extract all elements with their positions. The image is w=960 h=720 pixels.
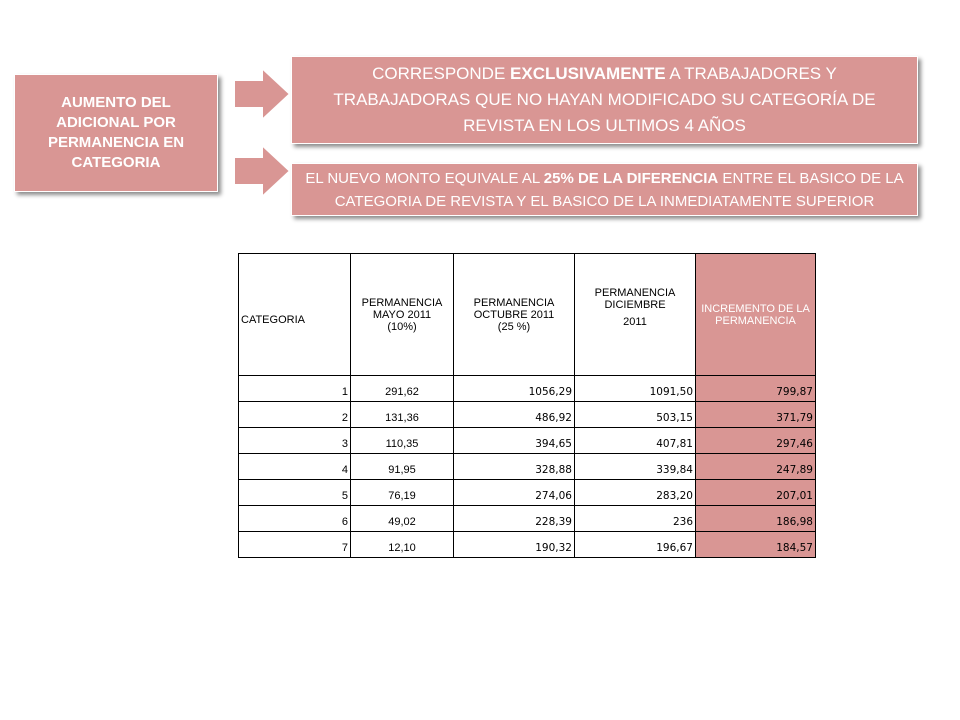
cell-mayo: 12,10 [351, 532, 454, 558]
header-octubre [454, 254, 575, 376]
amount-box [291, 163, 918, 216]
cell-diciembre: 407,81 [575, 428, 696, 454]
header-categoria: CATEGORIA [239, 254, 351, 376]
cell-octubre: 190,32 [454, 532, 575, 558]
title-box [14, 74, 218, 192]
header-incremento: INCREMENTO DE LA PERMANENCIA [696, 254, 816, 376]
cell-mayo: 291,62 [351, 376, 454, 402]
table-row [239, 402, 816, 428]
header-octubre-line3: (25 %) [497, 320, 531, 333]
title-box-text: AUMENTO DEL ADICIONAL POR PERMANENCIA EN CATEGORIA [47, 94, 185, 171]
arrow-right-icon-top [232, 66, 294, 122]
amount-text-bold: 25% DE LA DIFERENCIA [543, 169, 719, 187]
cell-incremento: 184,57 [696, 532, 816, 558]
cell-octubre: 486,92 [454, 402, 575, 428]
header-mayo-line2: MAYO 2011 [372, 308, 432, 321]
cell-mayo: 49,02 [351, 506, 454, 532]
table-row [239, 454, 816, 480]
cell-octubre: 228,39 [454, 506, 575, 532]
table-row [239, 428, 816, 454]
cell-categoria: 1 [239, 376, 351, 402]
cell-incremento: 186,98 [696, 506, 816, 532]
exclusivity-text [310, 61, 899, 139]
cell-categoria: 4 [239, 454, 351, 480]
arrow-right-icon-bottom [232, 143, 294, 199]
cell-categoria: 5 [239, 480, 351, 506]
table-row [239, 506, 816, 532]
exclusivity-text-start: CORRESPONDE [372, 64, 511, 83]
header-diciembre-line1: PERMANENCIA [594, 287, 676, 299]
amount-text [302, 167, 907, 213]
cell-octubre: 328,88 [454, 454, 575, 480]
table-body [239, 376, 816, 558]
header-mayo-line3: (10%) [387, 320, 417, 333]
amount-text-end: ENTRE EL BASICO DE LA CATEGORIA DE REVISTA Y EL BASICO DE LA INMEDIATAMENTE SUPERIOR [334, 169, 904, 210]
header-diciembre-line3: 2011 [623, 316, 647, 328]
cell-diciembre: 503,15 [575, 402, 696, 428]
table-row [239, 532, 816, 558]
header-diciembre [575, 254, 696, 376]
cell-diciembre: 236 [575, 506, 696, 532]
cell-mayo: 91,95 [351, 454, 454, 480]
cell-mayo: 131,36 [351, 402, 454, 428]
permanence-table [238, 253, 816, 558]
cell-mayo: 76,19 [351, 480, 454, 506]
cell-categoria: 2 [239, 402, 351, 428]
cell-categoria: 6 [239, 506, 351, 532]
amount-text-start: EL NUEVO MONTO EQUIVALE AL [305, 169, 544, 187]
cell-categoria: 3 [239, 428, 351, 454]
cell-diciembre: 1091,50 [575, 376, 696, 402]
exclusivity-text-end: A TRABAJADORES Y TRABAJADORAS QUE NO HAYAN MODIFICADO SU CATEGORÍA DE REVISTA EN LOS ULTIMOS 4 AÑOS [333, 64, 876, 135]
exclusivity-text-bold: EXCLUSIVAMENTE [510, 64, 666, 83]
table-row [239, 376, 816, 402]
cell-octubre: 1056,29 [454, 376, 575, 402]
cell-octubre: 394,65 [454, 428, 575, 454]
cell-categoria: 7 [239, 532, 351, 558]
cell-incremento: 247,89 [696, 454, 816, 480]
cell-octubre: 274,06 [454, 480, 575, 506]
cell-incremento: 371,79 [696, 402, 816, 428]
header-octubre-line2: OCTUBRE 2011 [473, 308, 555, 321]
cell-incremento: 297,46 [696, 428, 816, 454]
exclusivity-box [291, 56, 918, 144]
header-diciembre-line2: DICIEMBRE [604, 299, 666, 311]
header-mayo [351, 254, 454, 376]
header-octubre-line1: PERMANENCIA [473, 296, 555, 309]
cell-diciembre: 196,67 [575, 532, 696, 558]
table-row [239, 480, 816, 506]
cell-diciembre: 339,84 [575, 454, 696, 480]
cell-mayo: 110,35 [351, 428, 454, 454]
table-header-row [239, 254, 816, 376]
cell-incremento: 207,01 [696, 480, 816, 506]
cell-diciembre: 283,20 [575, 480, 696, 506]
header-mayo-line1: PERMANENCIA [361, 296, 443, 309]
cell-incremento: 799,87 [696, 376, 816, 402]
